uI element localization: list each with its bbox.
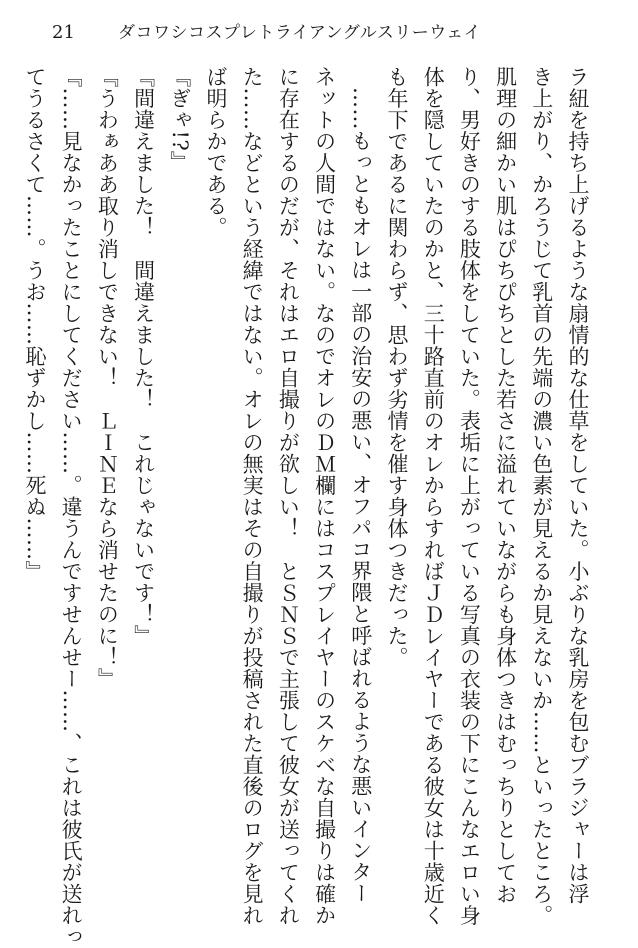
text-line: ば明らかである。	[203, 66, 228, 238]
text-line: ラ紐を持ち上げるような扇情的な仕草をしていた。小ぶりな乳房を包むブラジャーは浮	[566, 66, 590, 905]
body-text	[22, 66, 596, 948]
dialogue-line: 『間違えました！ 間違えました！ これじゃないです！』	[131, 66, 156, 647]
dialogue-line: てうるさくて……。うお……恥ずかし……死ぬ……』	[22, 66, 47, 582]
page-number: 21	[52, 22, 75, 43]
text-line: た……などという経緯ではない。オレの無実はその自撮りが投稿された直後のログを見れ	[240, 66, 265, 926]
text-line: も年下であるに関わらず、思わず劣情を催す身体つきだった。	[384, 66, 409, 668]
dialogue-line: 『うわぁああ取り消しできない！ ＬＩＮＥなら消せたのに！』	[95, 66, 120, 690]
text-line: ……もっともオレは一部の治安の悪い、オフパコ界隈と呼ばれるような悪いインター	[348, 87, 373, 904]
dialogue-line: 『ぎゃ!?』	[167, 66, 192, 173]
text-line: 体を隠していたのかと、三十路直前のオレからすればＪＤレイヤーである彼女は十歳近く	[421, 66, 446, 926]
dialogue-line: 『……見なかったことにしてください……。違うんですせんせー……、これは彼氏が送れっ	[59, 66, 84, 948]
text-line: り、男好きのする肢体をしていた。表垢に上がっている写真の衣装の下にこんなエロい身	[457, 66, 482, 926]
text-line: ネットの人間ではない。なのでオレのＤＭ欄にはコスプレイヤーのスケベな自撮りは確か	[312, 66, 337, 926]
text-line: き上がり、かろうじて乳首の先端の濃い色素が見えるか見えないか……といったところ。	[529, 66, 554, 926]
text-line: に存在するのだが、それはエロ自撮りが欲しい！ とＳＮＳで主張して彼女が送ってくれ	[276, 66, 301, 926]
text-line: 肌理の細かい肌はぴちぴちとした若さに溢れていながらも身体つきはむっちりとしてお	[493, 66, 518, 905]
running-title: ダコワシコスプレトライアングルスリーウェイ	[118, 23, 482, 43]
